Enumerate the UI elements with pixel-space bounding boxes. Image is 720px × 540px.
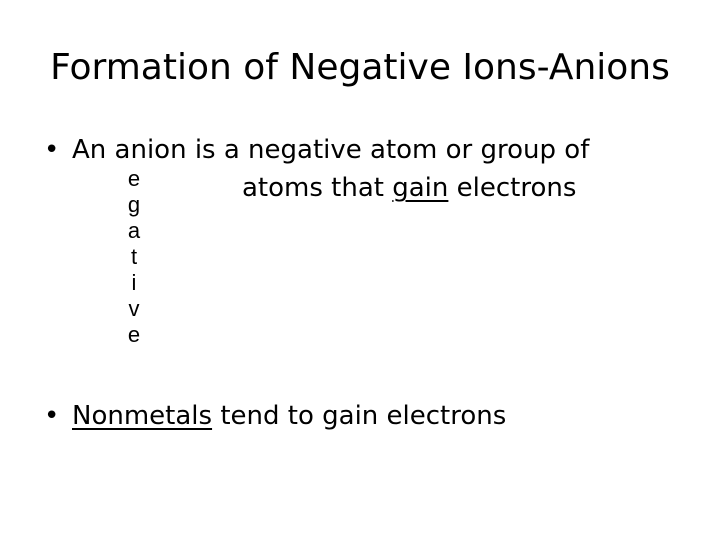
bullet-1-line-1: An anion is a negative atom or group of	[72, 135, 590, 165]
vertical-letter: g	[127, 192, 141, 217]
bullet-marker: •	[44, 401, 60, 431]
bullet-2-line	[72, 400, 506, 432]
vertical-letter: t	[130, 244, 138, 269]
bullet-marker: •	[44, 135, 60, 165]
bullet-2-underlined-word: Nonmetals	[72, 401, 213, 431]
vertical-letter: e	[127, 166, 141, 191]
bullet-2-text: tend to gain electrons	[212, 401, 507, 431]
vertical-letter: e	[127, 322, 141, 347]
vertical-letter: a	[127, 218, 141, 243]
vertical-letter: i	[131, 270, 137, 295]
bullet-1-underlined-word: gain	[392, 173, 449, 203]
vertical-letter: v	[128, 296, 140, 321]
vertical-letter-stack	[124, 166, 144, 348]
slide-title: Formation of Negative Ions-Anions	[50, 47, 670, 88]
bullet-1-text-after: electrons	[448, 173, 577, 203]
bullet-1-text-before: atoms that	[242, 173, 393, 203]
bullet-1-line-2	[242, 172, 576, 204]
